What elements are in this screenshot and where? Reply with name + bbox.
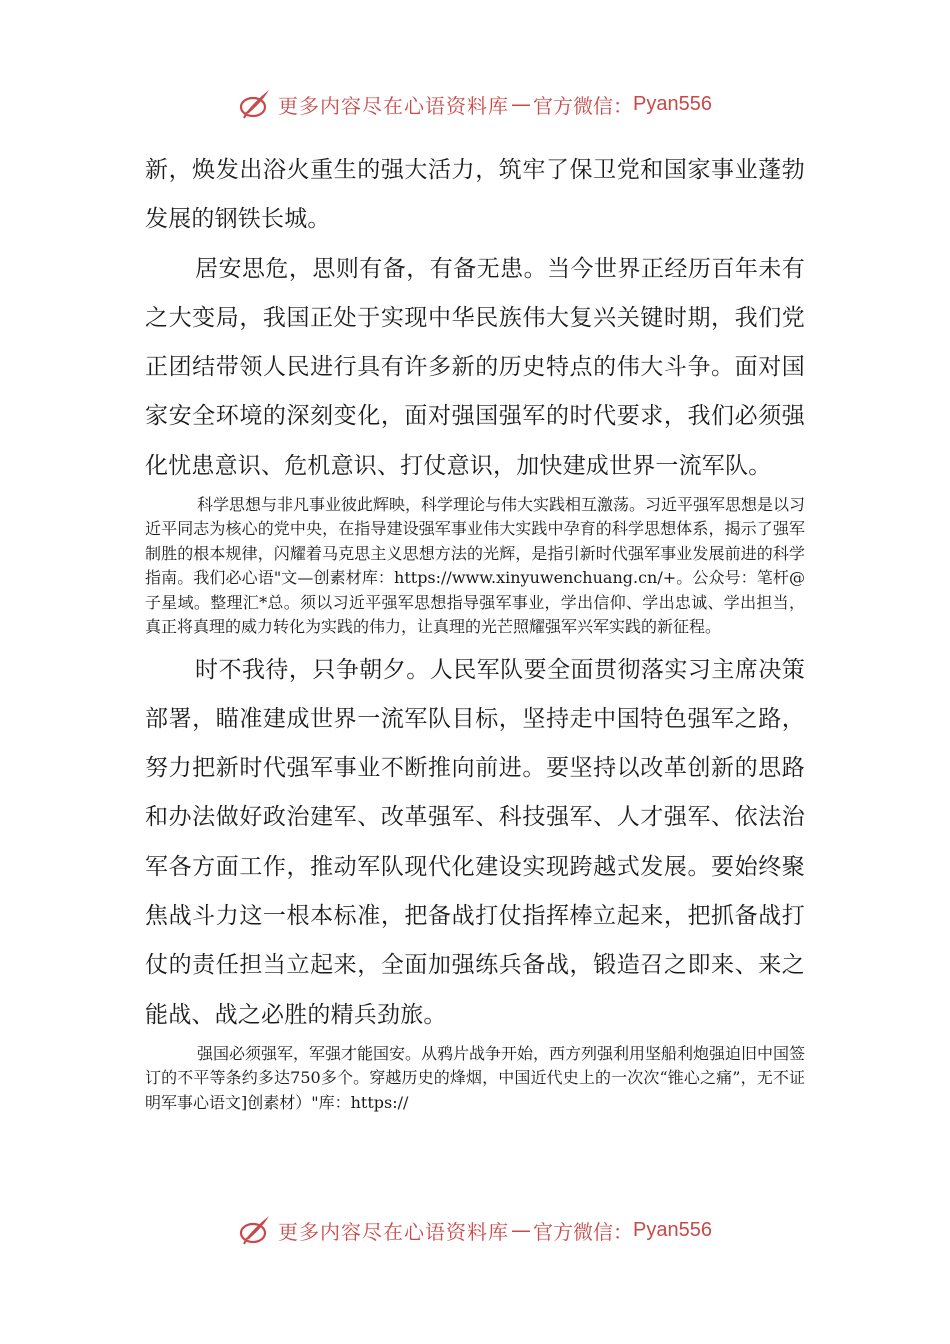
- wechat-id: Pyan556: [633, 92, 712, 115]
- wechat-label: 官方微信：: [533, 93, 634, 118]
- header-banner: [0, 84, 950, 124]
- wechat-id: Pyan556: [633, 1218, 712, 1241]
- banner-title: 更多内容尽在心语资料库: [278, 93, 510, 118]
- banner-separator: —: [511, 1218, 532, 1242]
- paragraph-1: 新，焕发出浴火重生的强大活力，筑牢了保卫党和国家事业蓬勃发展的钢铁长城。: [145, 157, 805, 233]
- banner-title: 更多内容尽在心语资料库: [278, 1219, 510, 1244]
- paragraph-2: 居安思危，思则有备，有备无患。当今世界正经历百年未有之大变局，我国正处于实现中华民族伟大复兴关键时期，我们党正团结带领人民进行具有许多新的历史特点的伟大斗争。面对国家安全环境的深刻变化，面对强国强军的时代要求，我们必须强化忧患意识、危机意识、打仗意识，加快建成世界一流军队。: [145, 255, 805, 479]
- quill-pen-icon: [238, 1213, 272, 1247]
- paragraph-4: 时不我待，只争朝夕。人民军队要全面贯彻落实习主席决策部署，瞄准建成世界一流军队目标，坚持走中国特色强军之路，努力把新时代强军事业不断推向前进。要坚持以改革创新的思路和办法做好政治建军、改革强军、科技强军、人才强军、依法治军各方面工作，推动军队现代化建设实现跨越式发展。要始终聚焦战斗力这一根本标准，把备战打仗指挥棒立起来，把抓备战打仗的责任担当立起来，全面加强练兵备战，锻造召之即来、来之能战、战之必胜的精兵劲旅。: [145, 656, 805, 1028]
- quill-pen-icon: [238, 87, 272, 121]
- banner-separator: —: [511, 92, 532, 116]
- paragraph-3: 科学思想与非凡事业彼此辉映，科学理论与伟大实践相互激荡。习近平强军思想是以习近平同志为核心的党中央，在指导建设强军事业伟大实践中孕育的科学思想体系，揭示了强军制胜的根本规律，闪耀着马克思主义思想方法的光辉，是指引新时代强军事业发展前进的科学指南。我们必心语"文—创素材库：https://www.xinyuwenchuang.cn/+。公众号：笔杆@子星域。整理汇*总。须以习近平强军思想指导强军事业，学出信仰、学出忠诚、学出担当，真正将真理的威力转化为实践的伟力，让真理的光芒照耀强军兴军实践的新征程。: [145, 495, 806, 637]
- footer-banner: [0, 1210, 950, 1250]
- paragraph-5: 强国必须强军，军强才能国安。从鸦片战争开始，西方列强利用坚船利炮强迫旧中国签订的不平等条约多达750多个。穿越历史的烽烟，中国近代史上的一次次“锥心之痛”，无不证明军事心语文]创素材）"库：https://: [145, 1043, 806, 1112]
- document-body: [145, 146, 805, 1121]
- wechat-label: 官方微信：: [533, 1219, 634, 1244]
